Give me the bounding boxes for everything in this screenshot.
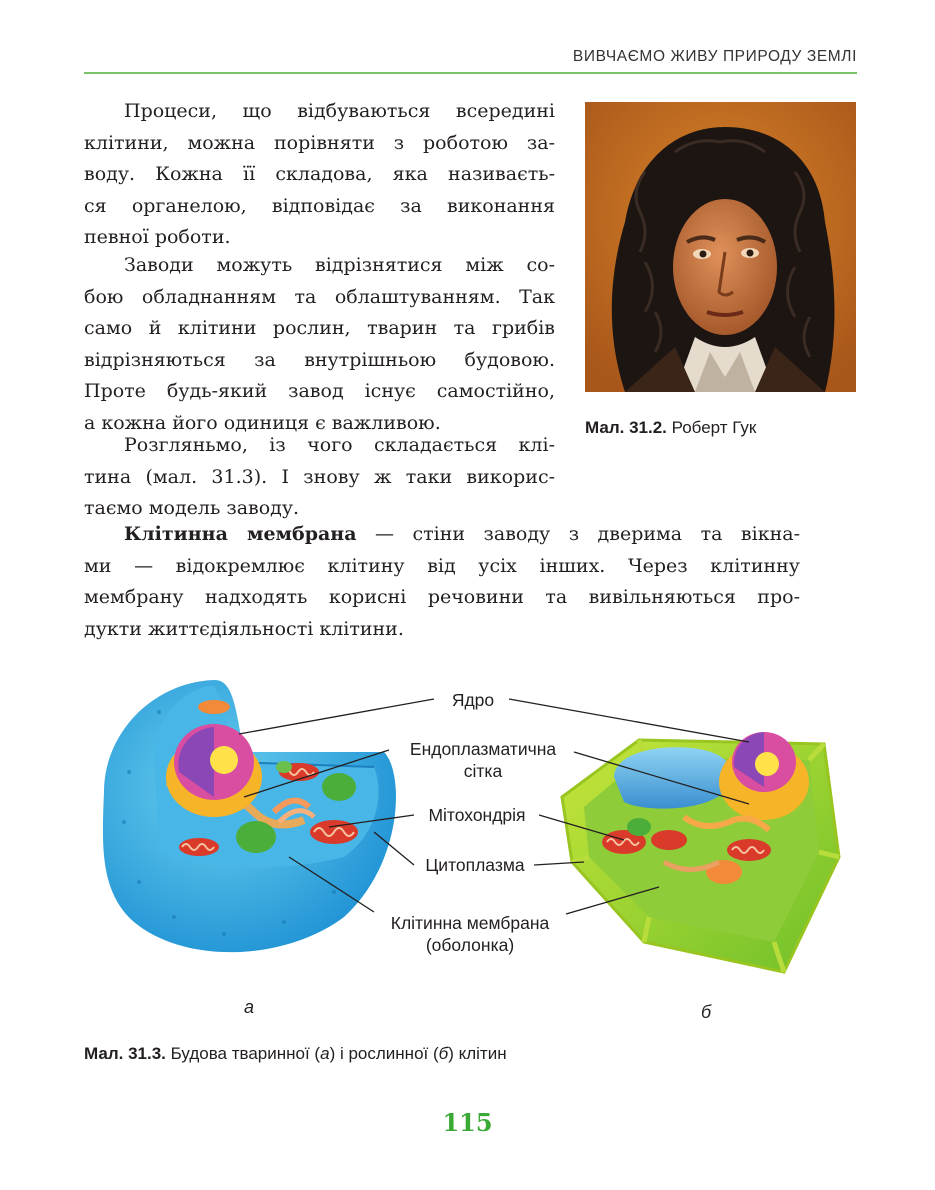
text-line: таємо модель заводу. [84,497,300,519]
animal-cell [103,680,396,952]
figure-caption-text: Роберт Гук [666,418,757,437]
paragraph-3 [84,430,555,525]
text-line: Проте будь-який завод існує самостійно, [84,380,555,402]
caption-text: ) клітин [448,1044,507,1063]
text-line: Заводи можуть відрізнятися між со- [124,254,555,276]
text-line [84,519,800,551]
text-line: тина (мал. 31.3). І знову ж таки викорис- [84,465,555,488]
text-line: само й клітини рослин, тварин та грибів [84,317,555,339]
text-line: ми — відокремлює клітину від усіх інших. Через клітинну [84,554,800,577]
text-line: а кожна його одиниця є важливою. [84,411,441,434]
text-line: відрізняються за внутрішньою будовою. [84,348,555,371]
sublabel-a: а [244,997,255,1017]
figure-label: Мал. 31.2. [585,418,667,437]
plant-cell [562,732,839,972]
caption-letter-b: б [438,1044,449,1063]
figure-31-3 [84,672,854,982]
figure-31-3-caption [84,1044,507,1064]
label-nucleus: Ядро [451,690,495,710]
label-er-line-2: сітка [463,761,503,781]
text-fragment: — стіни заводу з дверима та вікна- [356,523,800,545]
paragraph-4 [84,519,800,645]
page-number: 115 [442,1108,493,1137]
text-line: бою обладнанням та облаштуванням. Так [84,285,555,308]
paragraph-1 [84,96,555,254]
paragraph-2 [84,250,555,439]
caption-text: ) і рослинної ( [329,1044,439,1063]
label-membrane [371,912,569,956]
text-line: клітини, можна порівняти з роботою за- [84,131,555,154]
figure-label: Мал. 31.3. [84,1044,166,1063]
text-line: мембрану надходять корисні речовини та вивільняються про- [84,586,800,608]
term-cell-membrane: Клітинна мембрана [124,523,357,545]
portrait-illustration [585,102,856,392]
text-line: Розгляньмо, із чого складається клі- [124,434,555,456]
label-mitochondria: Мітохондрія [428,805,526,825]
label-membrane-line-1: Клітинна мембрана [390,913,550,933]
label-er [389,738,577,782]
figure-31-2-caption [585,418,756,438]
text-line: дукти життєдіяльності клітини. [84,617,404,640]
portrait-robert-hooke [585,102,856,392]
running-head: ВИВЧАЄМО ЖИВУ ПРИРОДУ ЗЕМЛІ [572,48,857,65]
caption-letter-a: а [320,1044,330,1063]
header-rule [84,72,857,74]
text-line: певної роботи. [84,226,231,248]
text-line: Процеси, що відбуваються всередині [124,100,555,122]
caption-text: Будова тваринної ( [165,1044,321,1063]
label-er-line-1: Ендоплазматична [409,739,557,759]
text-line: воду. Кожна її складова, яка називаєть- [84,163,555,185]
label-membrane-line-2: (оболонка) [425,935,515,955]
sublabel-b: б [701,1002,712,1022]
text-line: ся органелою, відповідає за виконання [84,194,555,217]
label-cytoplasm: Цитоплазма [425,855,525,875]
